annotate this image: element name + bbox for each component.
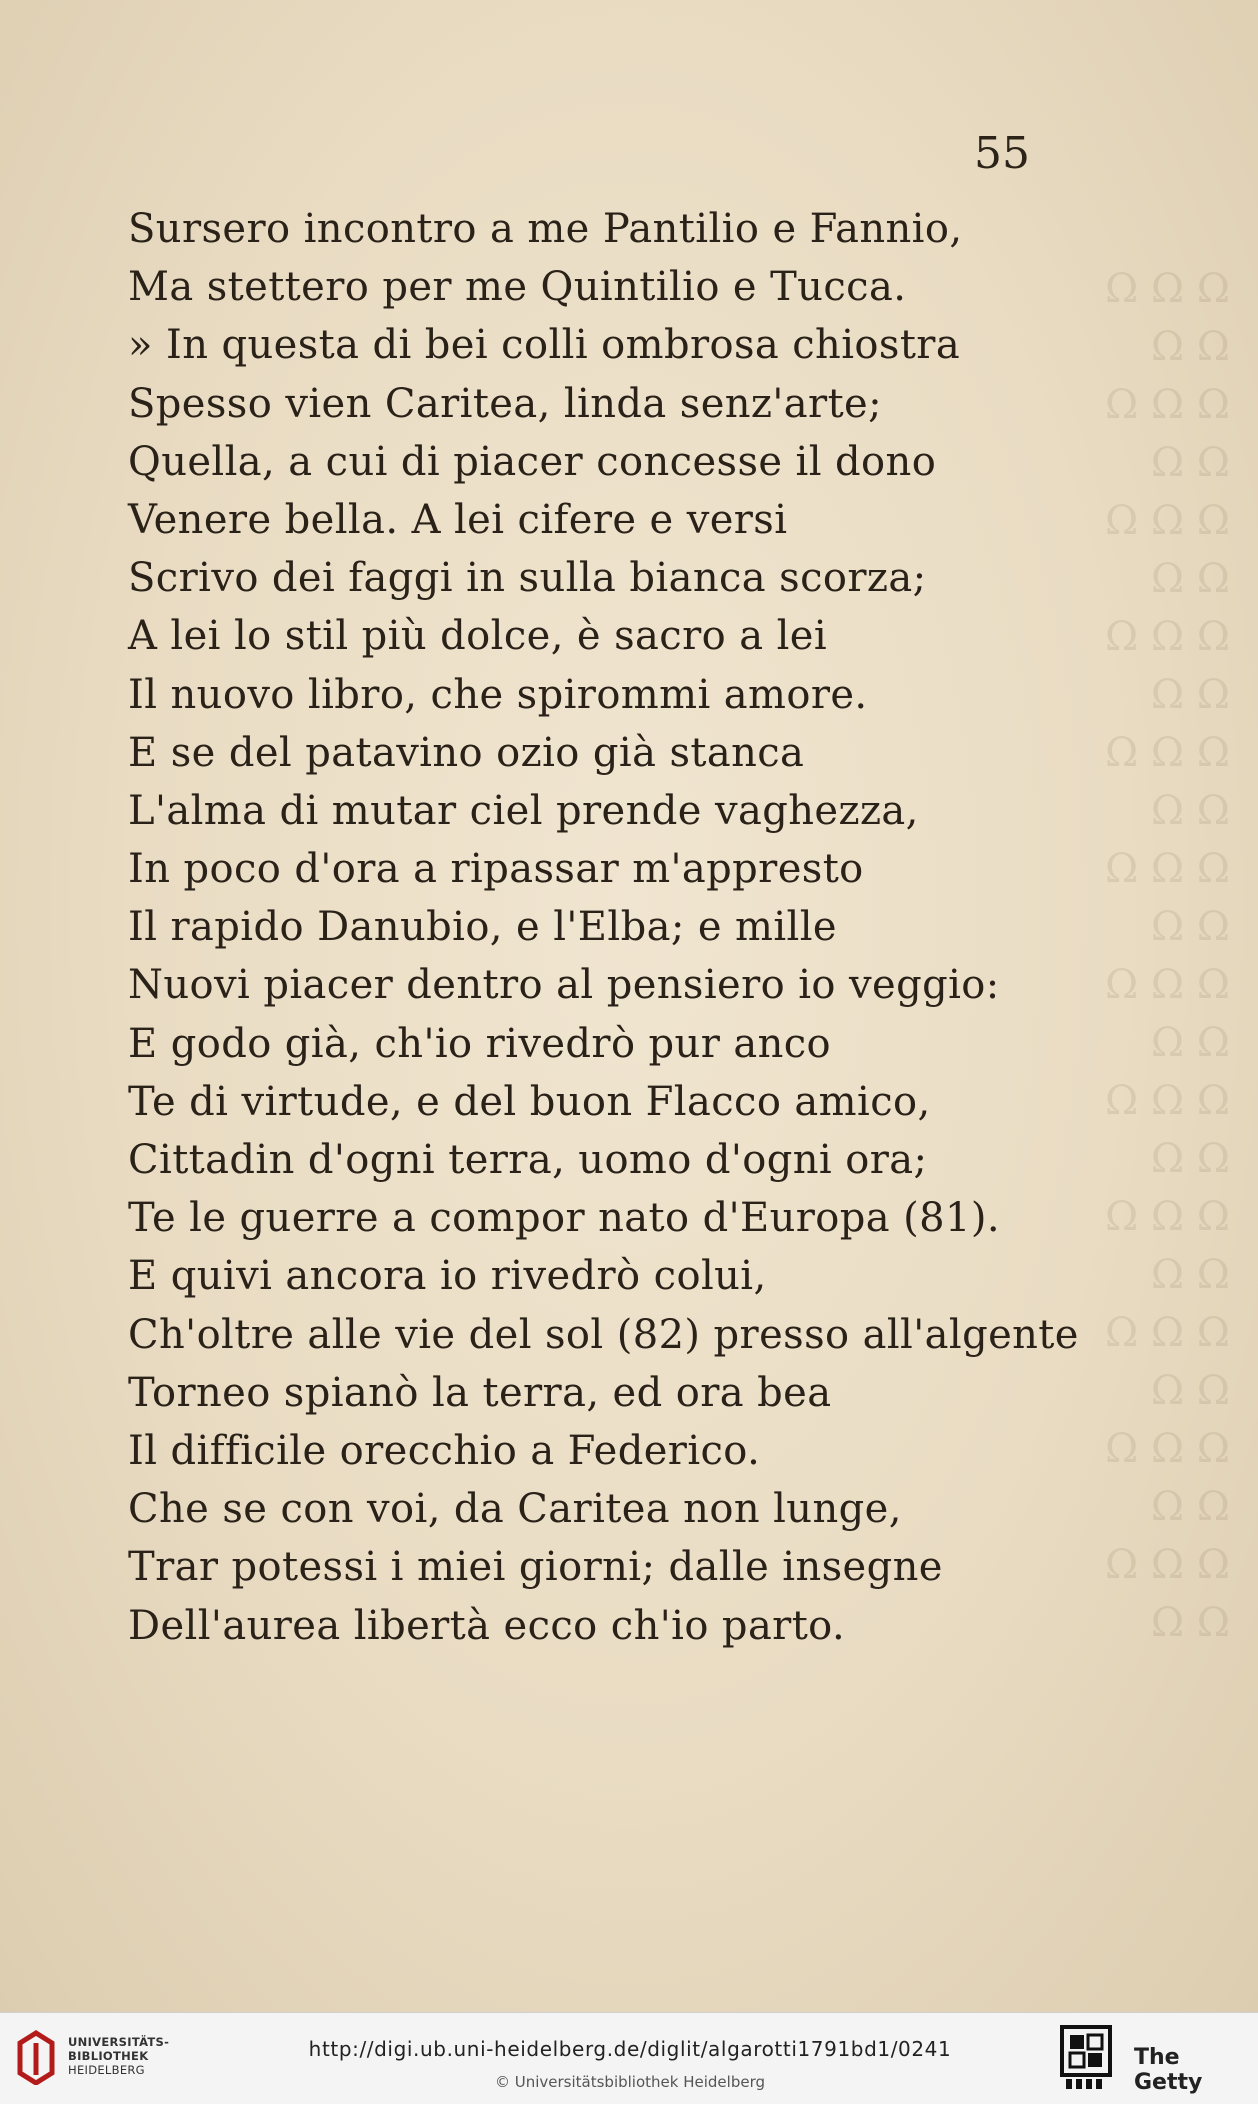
library-name-line: HEIDELBERG bbox=[68, 2063, 145, 2077]
poem-line: Torneo spianò la terra, ed ora bea bbox=[128, 1369, 832, 1416]
poem-line: Trar potessi i miei giorni; dalle insegne bbox=[128, 1544, 943, 1591]
poem-line: E quivi ancora io rivedrò colui, bbox=[128, 1253, 767, 1300]
poem-line: Il rapido Danubio, e l'Elba; e mille bbox=[128, 904, 838, 951]
viewer-footer bbox=[0, 2012, 1258, 2104]
poem-line: Il difficile orecchio a Federico. bbox=[128, 1427, 761, 1474]
poem-line: Quella, a cui di piacer concesse il dono bbox=[128, 438, 937, 485]
library-mark-icon bbox=[14, 2029, 58, 2085]
poem-line: Il nuovo libro, che spirommi amore. bbox=[128, 671, 868, 718]
poem-line: E se del patavino ozio già stanca bbox=[128, 729, 805, 776]
poem-line: Nuovi piacer dentro al pensiero io veggio: bbox=[128, 962, 1000, 1009]
getty-logo[interactable] bbox=[1060, 2025, 1250, 2095]
poem-line: Te di virtude, e del buon Flacco amico, bbox=[128, 1078, 931, 1125]
library-name-line: BIBLIOTHEK bbox=[68, 2049, 149, 2063]
poem-line: » In questa di bei colli ombrosa chiostra bbox=[128, 322, 961, 369]
poem-line: A lei lo stil più dolce, è sacro a lei bbox=[128, 613, 828, 660]
poem-line: Che se con voi, da Caritea non lunge, bbox=[128, 1486, 902, 1533]
poem-line: Cittadin d'ogni terra, uomo d'ogni ora; bbox=[128, 1137, 928, 1183]
permalink-url[interactable]: http://digi.ub.uni-heidelberg.de/diglit/algarotti1791bd1/0241 bbox=[308, 2037, 952, 2061]
bleed-through-text: Ω Ω Ω Ω Ω Ω Ω Ω Ω Ω Ω Ω Ω Ω Ω Ω Ω Ω Ω Ω Ω Ω Ω Ω Ω Ω Ω Ω Ω Ω Ω Ω Ω Ω Ω Ω Ω Ω Ω Ω Ω Ω Ω Ω Ω Ω Ω Ω Ω Ω Ω Ω Ω Ω Ω Ω Ω Ω Ω Ω bbox=[1105, 266, 1230, 1646]
getty-mark-icon bbox=[1060, 2025, 1112, 2091]
poem-line: Venere bella. A lei cifere e versi bbox=[128, 496, 788, 543]
poem-line: Te le guerre a compor nato d'Europa (81). bbox=[128, 1195, 1000, 1242]
sponsor-name: The Getty bbox=[1134, 2045, 1203, 2095]
poem-line: Scrivo dei faggi in sulla bianca scorza; bbox=[128, 555, 927, 602]
poem-line: Sursero incontro a me Pantilio e Fannio, bbox=[128, 206, 963, 252]
page-number: 55 bbox=[974, 128, 1030, 179]
poem-line: E godo già, ch'io rivedrò pur anco bbox=[128, 1020, 832, 1067]
poem-line: Ch'oltre alle vie del sol (82) presso all'algente bbox=[128, 1311, 1079, 1358]
library-logo[interactable] bbox=[14, 2029, 184, 2089]
copyright-notice: © Universitätsbibliothek Heidelberg bbox=[494, 2073, 765, 2091]
poem-line: Ma stettero per me Quintilio e Tucca. bbox=[128, 264, 907, 311]
poem-line: In poco d'ora a ripassar m'appresto bbox=[128, 846, 864, 893]
poem-line: L'alma di mutar ciel prende vaghezza, bbox=[128, 787, 919, 834]
poem-line: Spesso vien Caritea, linda senz'arte; bbox=[128, 380, 882, 427]
poem-line: Dell'aurea libertà ecco ch'io parto. bbox=[128, 1602, 846, 1649]
library-name-line: UNIVERSITÄTS- bbox=[68, 2035, 170, 2049]
poem-text bbox=[128, 200, 1079, 1655]
